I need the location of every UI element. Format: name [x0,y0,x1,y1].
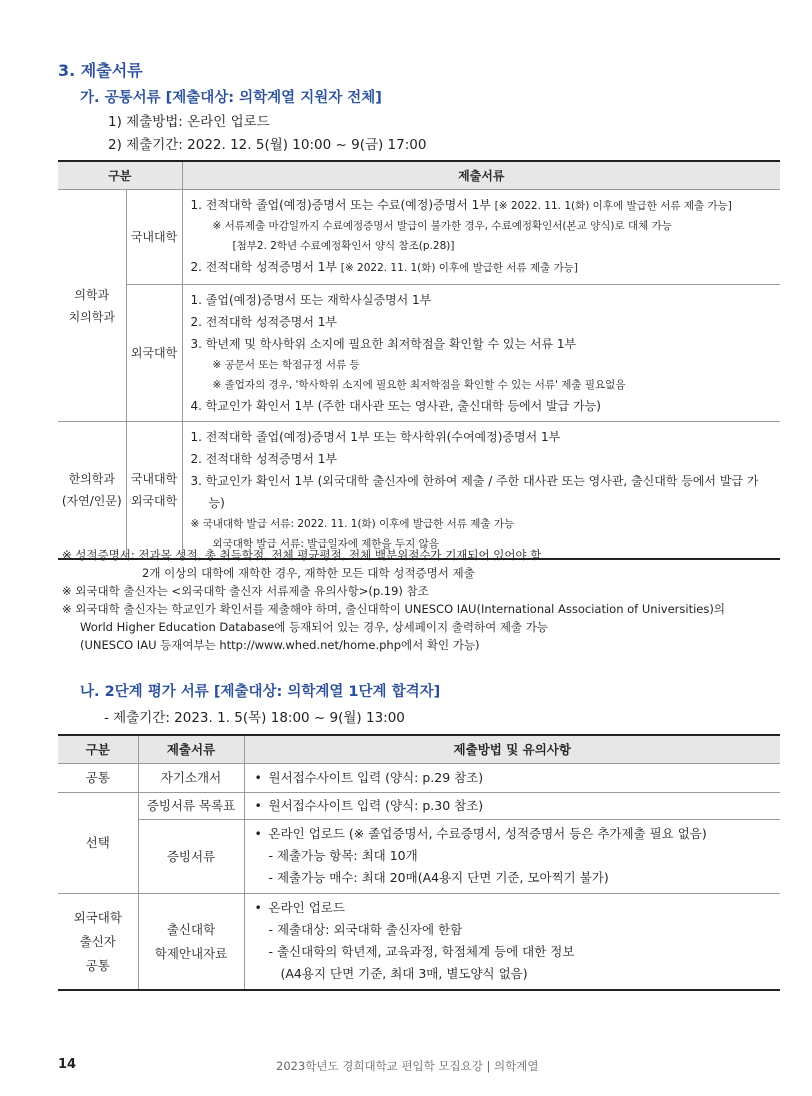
foreign-docs: 1. 졸업(예정)증명서 또는 재학사실증명서 1부 2. 전적대학 성적증명서 1부 3. 학년제 및 학사학위 소지에 필요한 최저학점을 확인할 수 있는 서류 1부 ※ 공문서 또는 학점규정 서류 등 ※ 졸업자의 경우, '학사학위 소지에 필요한 최저학점을 확인할 수 있는 서류' 제출 필요없음 4. 학교인가 확인서 1부 (주한 대사관 또는 영사관, 출신대학 등에서 발급 가능) [182,285,780,422]
group2-univ-label: 국내대학 외국대학 [126,422,182,560]
note-item: ※ 외국대학 출신자는 <외국대학 출신자 서류제출 유의사항>(p.19) 참조 [62,584,429,598]
row-common-desc: • 원서접수사이트 입력 (양식: p.29 참조) [244,764,780,793]
table-header-category: 구분 [58,161,182,190]
group-medicine-dentistry: 의학과 치의학과 [58,190,126,422]
table-header-documents: 제출서류 [182,161,780,190]
footer-text: 2023학년도 경희대학교 편입학 모집요강 | 의학계열 [276,1059,539,1073]
row-foreign-category: 외국대학 출신자 공통 [58,894,138,991]
stage2-period: - 제출기간: 2023. 1. 5(목) 18:00 ~ 9(월) 13:00 [104,710,405,726]
row-foreign-doc: 출신대학 학제안내자료 [138,894,244,991]
stage2-documents-table [58,734,780,991]
row-common-category: 공통 [58,764,138,793]
foreign-univ-label: 외국대학 [126,285,182,422]
note-item: ※ 외국대학 출신자는 학교인가 확인서를 제출해야 하며, 출신대학이 UNESCO IAU(International Association of Universities)의 [62,602,725,616]
table2-header-document: 제출서류 [138,735,244,764]
notes-block [62,546,725,654]
note-item: (UNESCO IAU 등재여부는 http://www.whed.net/home.php에서 확인 가능) [80,638,480,652]
row-evidence-list-desc: • 원서접수사이트 입력 (양식: p.30 참조) [244,793,780,820]
row-foreign-desc: • 온라인 업로드 - 제출대상: 외국대학 출신자에 한함 - 출신대학의 학년제, 교육과정, 학점체계 등에 대한 정보 (A4용지 단면 기준, 최대 3매, 별도양식 없음) [244,894,780,991]
row-common-doc: 자기소개서 [138,764,244,793]
subsection-b-title: 나. 2단계 평가 서류 [제출대상: 의학계열 1단계 합격자] [80,684,441,700]
domestic-univ-label: 국내대학 [126,190,182,285]
row-evidence-desc: • 온라인 업로드 (※ 졸업증명서, 수료증명서, 성적증명서 등은 추가제출 필요 없음) - 제출가능 항목: 최대 10개 - 제출가능 매수: 최대 20매(A4용지 단면 기준, 모아찍기 불가) [244,820,780,894]
korean-medicine-docs: 1. 전적대학 졸업(예정)증명서 1부 또는 학사학위(수여예정)증명서 1부 2. 전적대학 성적증명서 1부 3. 학교인가 확인서 1부 (외국대학 출신자에 한하여 제출 / 주한 대사관 또는 영사관, 출신대학 등에서 발급 가능) ※ 국내대학 발급 서류: 2022. 11. 1(화) 이후에 발급한 서류 제출 가능 외국대학 발급 서류: 발급일자에 제한을 두지 않음 [182,422,780,560]
subsection-a-title: 가. 공통서류 [제출대상: 의학계열 지원자 전체] [80,90,382,106]
row-select-category: 선택 [58,793,138,894]
submission-period: 2) 제출기간: 2022. 12. 5(월) 10:00 ~ 9(금) 17:00 [108,137,427,153]
common-documents-table [58,160,780,560]
domestic-docs: 1. 전적대학 졸업(예정)증명서 또는 수료(예정)증명서 1부 [※ 2022. 11. 1(화) 이후에 발급한 서류 제출 가능] ※ 서류제출 마감일까지 수료예정증명서 발급이 불가한 경우, 수료예정확인서(본교 양식)로 대체 가능 [첨부2. 2학년 수료예정확인서 양식 참조(p.28)] 2. 전적대학 성적증명서 1부 [※ 2022. 11. 1(화) 이후에 발급한 서류 제출 가능] [182,190,780,285]
row-evidence-list-doc: 증빙서류 목록표 [138,793,244,820]
table2-header-category: 구분 [58,735,138,764]
note-item: ※ 성적증명서: 전과목 성적, 총 취득학점, 전체 평균평점, 전체 백분위점수가 기재되어 있어야 함 [62,548,542,562]
page-number: 14 [58,1057,77,1072]
note-item: 2개 이상의 대학에 재학한 경우, 재학한 모든 대학 성적증명서 제출 [142,566,475,580]
group-korean-medicine: 한의학과 (자연/인문) [58,422,126,560]
section-title: 3. 제출서류 [58,61,143,80]
row-evidence-doc: 증빙서류 [138,820,244,894]
submission-method: 1) 제출방법: 온라인 업로드 [108,114,270,130]
note-item: World Higher Education Database에 등재되어 있는 경우, 상세페이지 출력하여 제출 가능 [80,620,548,634]
table2-header-method: 제출방법 및 유의사항 [244,735,780,764]
